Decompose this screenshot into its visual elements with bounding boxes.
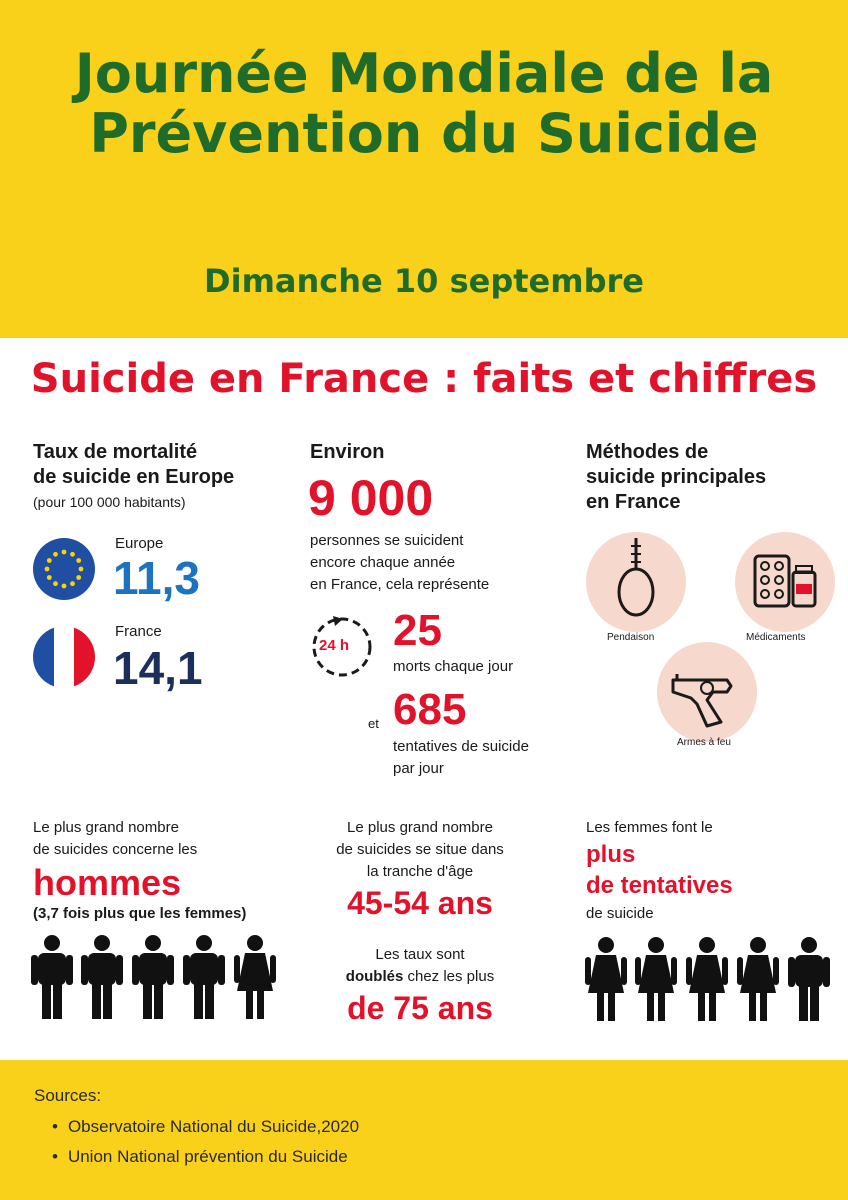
age-highlight: 45-54 ans — [347, 885, 493, 921]
infographic-panel — [0, 338, 848, 1060]
count-big-number: 9 000 — [308, 470, 434, 526]
header-banner — [0, 0, 848, 338]
age-line1: Le plus grand nombre — [347, 819, 493, 836]
age-rate-rest: chez les plus — [403, 968, 495, 985]
methods-heading-line2: suicide principales — [586, 466, 767, 488]
men-line1: Le plus grand nombre — [33, 819, 179, 836]
men-line2: de suicides concerne les — [33, 841, 198, 858]
france-value: 14,1 — [113, 642, 203, 694]
source-item: • Observatoire National du Suicide,2020 — [52, 1112, 359, 1142]
sources-label: Sources: — [34, 1086, 102, 1105]
attempts-line1: tentatives de suicide — [393, 738, 529, 755]
page-title: Journée Mondiale de la Prévention du Suicide — [74, 42, 774, 165]
pills-icon — [735, 532, 835, 632]
attempts-line2: par jour — [393, 760, 444, 777]
person-icons-men — [30, 933, 280, 1021]
age-rate-line2 — [300, 966, 540, 988]
count-desc-line3: en France, cela représente — [310, 576, 490, 593]
eu-flag-icon — [33, 538, 95, 600]
daily-label: morts chaque jour — [393, 658, 514, 675]
medication-method-circle — [735, 532, 835, 632]
age-rate-line1: Les taux sont — [375, 946, 465, 963]
revolver-icon — [657, 642, 757, 742]
count-desc-line2: encore chaque année — [310, 554, 456, 571]
age-line3: la tranche d'âge — [366, 863, 474, 880]
age-rate-highlight: de 75 ans — [347, 990, 493, 1026]
europe-value: 11,3 — [113, 552, 200, 604]
connector-et: et — [368, 716, 379, 731]
attempts-number: 685 — [393, 685, 467, 734]
methods-heading-line1: Méthodes de — [586, 441, 709, 463]
women-figures — [584, 935, 834, 1023]
women-line1: Les femmes font le — [586, 819, 713, 836]
daily-number: 25 — [393, 606, 442, 655]
hanging-method-circle — [586, 532, 686, 632]
method-label-firearm: Armes à feu — [677, 737, 731, 748]
methods-heading-line3: en France — [586, 491, 681, 513]
count-intro: Environ — [310, 441, 385, 463]
method-label-hanging: Pendaison — [607, 632, 655, 643]
age-rate-bold: doublés — [345, 968, 404, 985]
page-subtitle: Dimanche 10 septembre — [204, 262, 644, 300]
age-line2: de suicides se situe dans — [336, 841, 504, 858]
count-desc-line1: personnes se suicident — [310, 532, 464, 549]
clock-label: 24 h — [319, 637, 350, 654]
sources-footer — [0, 1060, 848, 1200]
firearm-method-circle — [657, 642, 757, 742]
men-figures — [30, 933, 280, 1021]
women-line2: de suicide — [586, 905, 654, 922]
europe-label: Europe — [115, 535, 164, 552]
method-label-medication: Médicaments — [746, 632, 806, 643]
noose-icon — [586, 532, 686, 632]
mortality-heading-line2: de suicide en Europe — [33, 466, 235, 488]
clock-24h-icon — [303, 608, 381, 686]
sources-list — [52, 1112, 359, 1172]
infographic-title: Suicide en France : faits et chiffres — [30, 356, 818, 402]
women-highlight1: plus — [586, 841, 636, 868]
mortality-heading-line1: Taux de mortalité — [33, 441, 198, 463]
france-flag-icon — [33, 626, 95, 688]
person-icons-women — [584, 935, 834, 1023]
mortality-note: (pour 100 000 habitants) — [33, 494, 186, 510]
men-note: (3,7 fois plus que les femmes) — [33, 905, 247, 922]
source-item: • Union National prévention du Suicide — [52, 1142, 359, 1172]
france-label: France — [115, 623, 162, 640]
women-highlight2: de tentatives — [586, 872, 733, 899]
men-highlight: hommes — [33, 862, 182, 903]
